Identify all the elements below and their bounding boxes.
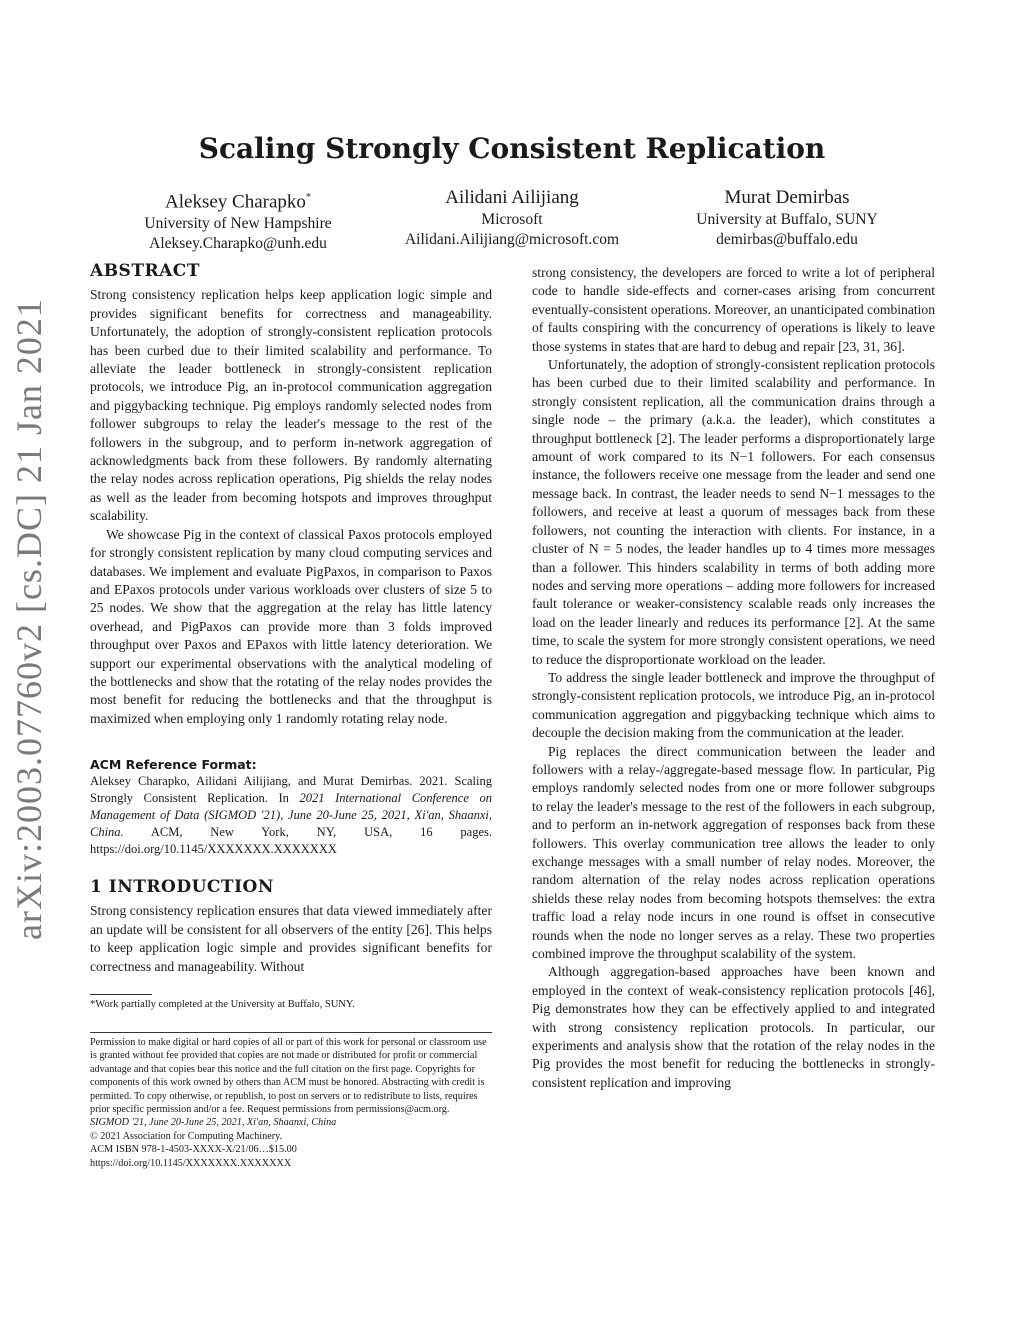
introduction-paragraph-1: Strong consistency replication ensures that data viewed immediately after an update will be consistent for all observers of the entity [26]. This helps to keep application logic simple and provides significant benefits for correctness and manageability. Without xyxy=(90,903,492,974)
introduction-section xyxy=(90,878,492,976)
author-name: Murat Demirbas xyxy=(724,187,850,208)
author-email: demirbas@buffalo.edu xyxy=(716,231,858,248)
body-paragraph: Pig replaces the direct communication between the leader and followers with a relay-/aggregate-based message flow. In particular, Pig employs randomly selected nodes from one or more follower subgroups to relay the leader's message to the rest of the followers in each subgroup, and to perform an in-network aggregation of responses back from these followers. This overlay communication tree allows the leader to only exchange messages with a small number of relay nodes. Moreover, the random alternation of the relay nodes across replication operations shields these relay nodes from becoming hotspots themselves: the extra traffic load a relay node incurs in one round is offset in consecutive rounds when the node no longer serves as a relay. These two properties combined improve the throughput scalability of the system. xyxy=(532,743,935,962)
author-email: Aleksey.Charapko@unh.edu xyxy=(149,235,327,253)
abstract-paragraph-2: We showcase Pig in the context of classical Paxos protocols employed for strongly consistent replication by many cloud computing services and databases. We implement and evaluate PigPaxos, in comparison to Paxos and EPaxos protocols under various workloads over clusters of size 5 to 25 nodes. We show that the aggregation at the relay has little latency overhead, and PigPaxos can provide more than 3 folds improved throughput over Paxos and EPaxos with little latency deterioration. We support our experimental observations with the analytical modeling of the bottlenecks and show that the rotating of the relay nodes provides the most benefit for reducing the bottlenecks and that the throughput is maximized when employing only 1 randomly rotating relay node. xyxy=(90,526,492,726)
footnote-rule xyxy=(90,994,152,995)
author-email: Ailidani.Ailijiang@microsoft.com xyxy=(404,231,620,248)
isbn-line: ACM ISBN 978-1-4503-XXXX-X/21/06…$15.00 xyxy=(90,1144,297,1156)
author-1 xyxy=(78,186,398,254)
right-column xyxy=(532,264,935,1092)
author-2 xyxy=(352,186,672,250)
body-paragraph: Although aggregation-based approaches have been known and employed in the context of weak-consistency replication protocols [46], Pig demonstrates how they can be effectively applied to and integrated with strong consistency replication protocols. In particular, our experiments and analysis show that the rotation of the relay nodes in the Pig provides the most benefit for reducing the bottlenecks in strongly-consistent replication and improving xyxy=(532,964,935,1090)
abstract-section xyxy=(90,262,492,728)
copyright-line: © 2021 Association for Computing Machinery. xyxy=(90,1130,283,1142)
author-name: Aleksey Charapko xyxy=(165,191,306,213)
author-3 xyxy=(627,186,947,250)
author-name: Ailidani Ailijiang xyxy=(445,187,579,208)
body-paragraph: strong consistency, the developers are forced to write a lot of peripheral code to handle side-effects and corner-cases arising from concurrent eventually-consistent operations. Moreover, an unanticipated combination of faults conspiring with the concurrency of operations is likely to leave those systems in states that are hard to debug and repair [23, 31, 36]. xyxy=(532,265,935,354)
acm-reference xyxy=(90,756,492,858)
permission-text: Permission to make digital or hard copies of all or part of this work for personal or classroom use is granted without fee provided that copies are not made or distributed for profit or commercial advantage and that copies bear this notice and the full citation on the first page. Copyrights for components of this work owned by others than ACM must be honored. Abstracting with credit is permitted. To copy otherwise, or republish, to post on servers or to redistribute to lists, requires prior specific permission and/or a fee. Request permissions from permissions@acm.org. xyxy=(90,1037,487,1116)
body-paragraph: To address the single leader bottleneck and improve the throughput of strongly-consistent replication protocols, we introduce Pig, an in-protocol communication aggregation and piggybacking technique which aims to decouple the decision making from the communication at the leader. xyxy=(532,669,935,741)
author-affiliation: University of New Hampshire xyxy=(144,215,332,233)
author-affiliation: University at Buffalo, SUNY xyxy=(696,211,878,228)
author-affiliation: Microsoft xyxy=(481,211,543,228)
footnote-mark: * xyxy=(305,192,311,203)
conference-line: SIGMOD '21, June 20-June 25, 2021, Xi'an, Shaanxi, China xyxy=(90,1117,337,1129)
abstract-heading: ABSTRACT xyxy=(90,261,200,281)
acm-reference-heading: ACM Reference Format: xyxy=(90,757,257,772)
acm-reference-text-end: ACM, New York, NY, USA, 16 pages. https://doi.org/10.1145/XXXXXXX.XXXXXXX xyxy=(90,825,492,856)
acm-reference-venue: 2021 International Conference on Management of Data (SIGMOD '21), June 20-June 25, 2021, Xi'an, Shaanxi, China. xyxy=(90,791,492,839)
arxiv-identifier: arXiv:2003.07760v2 [cs.DC] 21 Jan 2021 xyxy=(9,298,49,940)
permission-block xyxy=(90,1036,492,1170)
permission-rule xyxy=(90,1032,492,1033)
doi-line: https://doi.org/10.1145/XXXXXXX.XXXXXXX xyxy=(90,1157,292,1169)
footnote: *Work partially completed at the University at Buffalo, SUNY. xyxy=(90,999,355,1010)
introduction-heading: 1 INTRODUCTION xyxy=(90,877,274,897)
acm-reference-text: Aleksey Charapko, Ailidani Ailijiang, and Murat Demirbas. 2021. Scaling Strongly Consistent Replication. In xyxy=(90,774,492,805)
paper-title: Scaling Strongly Consistent Replication xyxy=(198,132,826,165)
body-paragraph: Unfortunately, the adoption of strongly-consistent replication protocols has been curbed due to their limited scalability and performance. In strongly consistent replication, all the communication drains through a single node – the primary (a.k.a. the leader), which constitutes a throughput bottleneck [2]. The leader performs a disproportionately large amount of work compared to its N−1 followers. For each consensus instance, the followers receive one message from the leader and send one message back. In contrast, the leader needs to send N−1 messages to the followers, and receive at least a quorum of messages back from these followers, not counting the interaction with clients. For instance, in a cluster of N = 5 nodes, the leader handles up to 4 times more messages than a follower. This hinders scalability in terms of both adding more nodes and serving more operations – adding more followers for increased fault tolerance or weaker-consistency scalable reads only increases the load on the leader linearly and reduces its performance [2]. At the same time, to scale the system for more strongly consistent operations, we need to reduce the disproportionate workload on the leader. xyxy=(532,357,935,667)
abstract-paragraph-1: Strong consistency replication helps keep application logic simple and provides significant benefits for correctness and manageability. Unfortunately, the adoption of strongly-consistent replication protocols has been curbed due to their limited scalability and performance. To alleviate the leader bottleneck in strongly-consistent replication protocols, we introduce Pig, an in-protocol communication aggregation and piggybacking technique. Pig employs randomly selected nodes from follower subgroups to relay the leader's message to the rest of the followers in the subgroup, and to perform in-network aggregation of acknowledgments back from these followers. By randomly alternating the relay nodes across replication operations, Pig shields the relay nodes as well as the leader from becoming hotspots and improves throughput scalability. xyxy=(90,287,492,524)
